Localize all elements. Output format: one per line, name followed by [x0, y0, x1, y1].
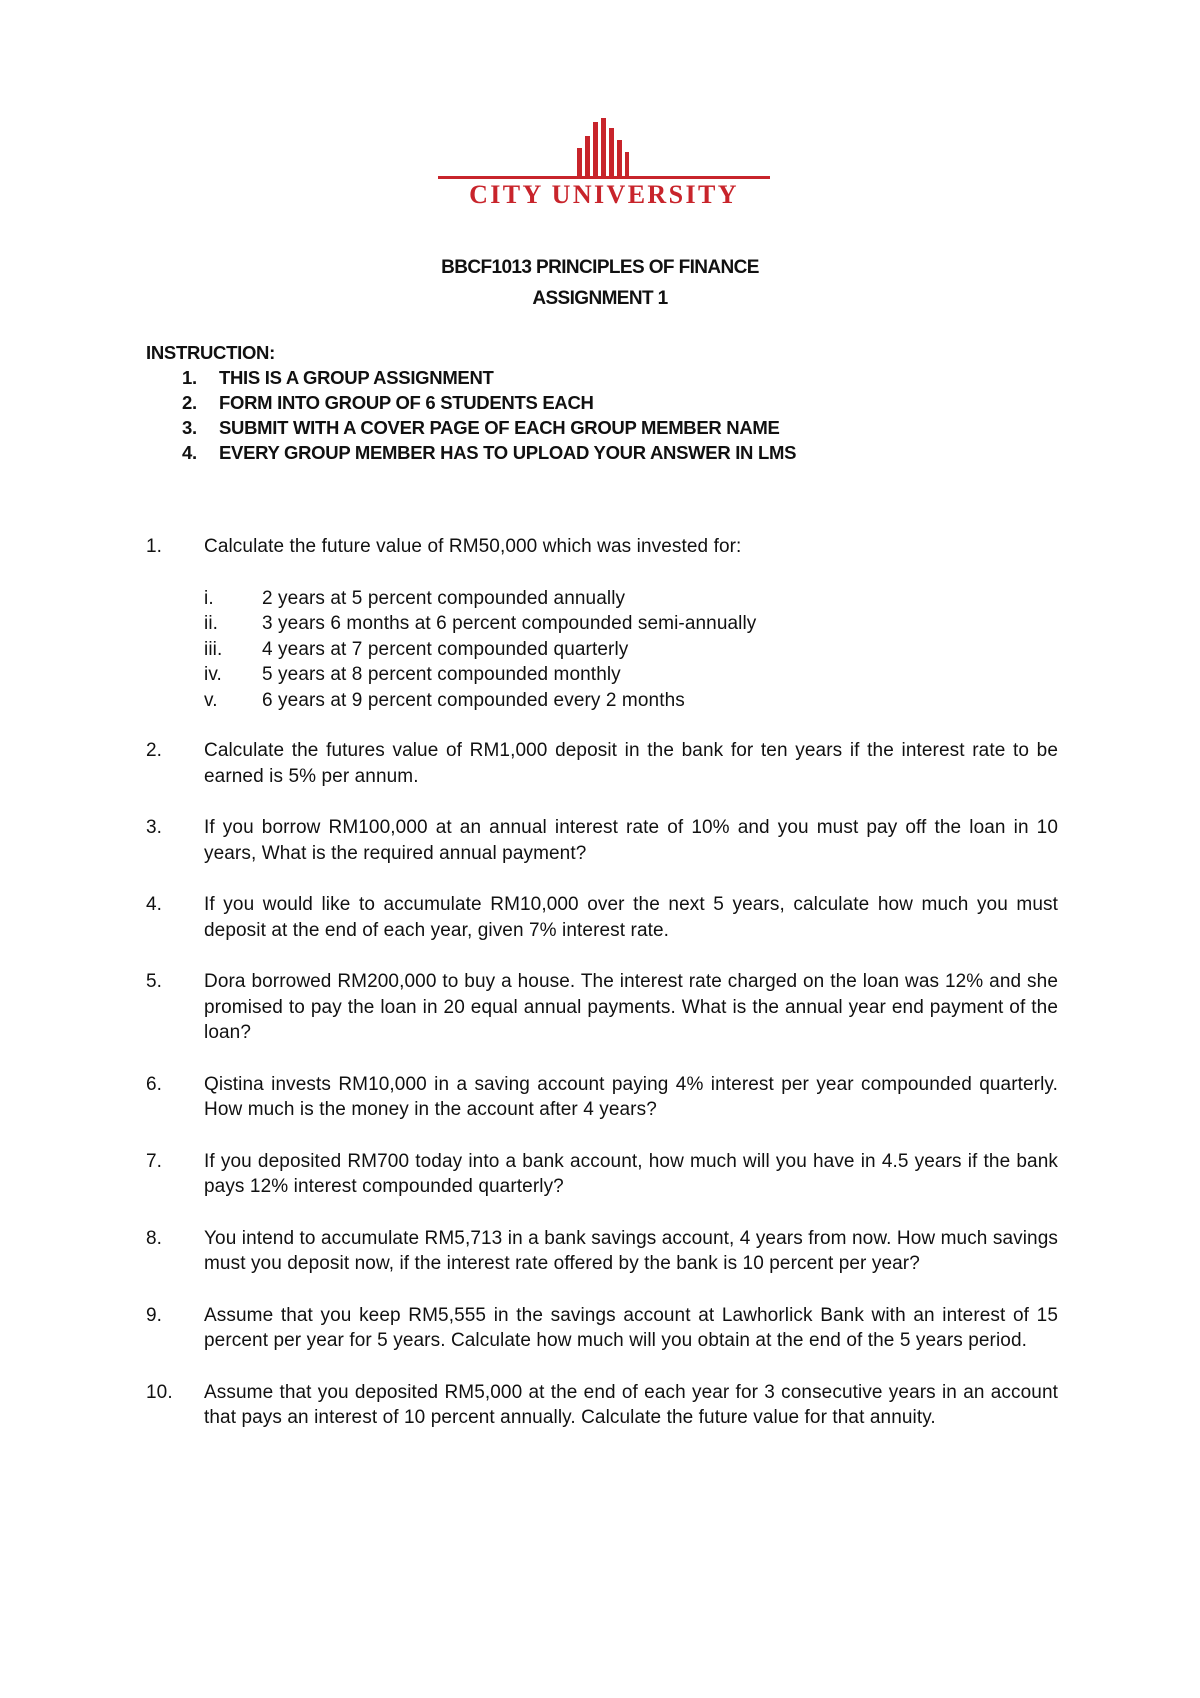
question-item — [146, 1149, 1058, 1200]
question-text: Calculate the futures value of RM1,000 deposit in the bank for ten years if the interest rate to be earned is 5% per annum. — [204, 740, 1058, 787]
instruction-heading: INSTRUCTION: — [146, 342, 275, 363]
question-item — [146, 969, 1058, 1046]
question-text: Dora borrowed RM200,000 to buy a house. The interest rate charged on the loan was 12% and she promised to pay the loan in 20 equal annual payments. What is the annual year end payment of the loan? — [204, 971, 1058, 1043]
question-text: Assume that you deposited RM5,000 at the end of each year for 3 consecutive years in an account that pays an interest of 10 percent annually. Calculate the future value for that annuity. — [204, 1381, 1058, 1428]
question-text: You intend to accumulate RM5,713 in a bank savings account, 4 years from now. How much savings must you deposit now, if the interest rate offered by the bank is 10 percent per year? — [204, 1227, 1058, 1274]
question-item — [146, 534, 1058, 560]
question-number: 9. — [146, 1304, 163, 1326]
instruction-item: 4. EVERY GROUP MEMBER HAS TO UPLOAD YOUR ANSWER IN LMS — [182, 442, 797, 463]
question-number: 3. — [146, 817, 163, 838]
question-item — [146, 815, 1058, 866]
document-header — [0, 252, 1200, 314]
question-text: Assume that you keep RM5,555 in the savings account at Lawhorlick Bank with an interest of 15 percent per year for 5 years. Calculate how much will you obtain at the end of the 5 years period. — [204, 1304, 1058, 1351]
question-number: 8. — [146, 1227, 163, 1249]
instruction-item: 1. THIS IS A GROUP ASSIGNMENT — [182, 367, 494, 388]
instruction-item: 3. SUBMIT WITH A COVER PAGE OF EACH GROUP MEMBER NAME — [182, 417, 780, 438]
course-title: BBCF1013 PRINCIPLES OF FINANCE — [441, 257, 759, 278]
instruction-block — [146, 340, 796, 465]
question-number: 6. — [146, 1073, 163, 1095]
question-number: 2. — [146, 740, 163, 761]
subitem: iii. 4 years at 7 percent compounded quarterly — [204, 638, 629, 660]
building-icon — [436, 118, 772, 180]
subitem: iv. 5 years at 8 percent compounded monthly — [204, 664, 621, 685]
question-text: If you deposited RM700 today into a bank account, how much will you have in 4.5 years if the bank pays 12% interest compounded quarterly? — [204, 1150, 1058, 1197]
subitem: i. 2 years at 5 percent compounded annually — [204, 587, 626, 609]
question-item — [146, 892, 1058, 943]
instruction-item: 2. FORM INTO GROUP OF 6 STUDENTS EACH — [182, 392, 594, 413]
q1-subitem-list — [204, 586, 1058, 714]
question-text: Qistina invests RM10,000 in a saving account paying 4% interest per year compounded quarterly. How much is the money in the account after 4 years? — [204, 1073, 1058, 1120]
question-text: If you borrow RM100,000 at an annual interest rate of 10% and you must pay off the loan in 10 years, What is the required annual payment? — [204, 817, 1058, 864]
assignment-title: ASSIGNMENT 1 — [532, 288, 668, 309]
question-item — [146, 1072, 1058, 1123]
question-item — [146, 738, 1058, 789]
instruction-list — [146, 365, 796, 465]
question-list — [146, 534, 1058, 1431]
subitem: ii. 3 years 6 months at 6 percent compounded semi-annually — [204, 613, 757, 634]
subitem: v. 6 years at 9 percent compounded every 2 months — [204, 689, 685, 711]
question-item — [146, 1226, 1058, 1277]
question-number: 5. — [146, 971, 163, 992]
city-university-logo — [436, 118, 772, 210]
question-number: 10. — [146, 1381, 173, 1403]
question-number: 4. — [146, 894, 163, 915]
question-item — [146, 1303, 1058, 1354]
question-number: 7. — [146, 1150, 163, 1172]
question-number: 1. — [146, 536, 163, 557]
question-item — [146, 1380, 1058, 1431]
question-text: If you would like to accumulate RM10,000 over the next 5 years, calculate how much you must deposit at the end of each year, given 7% interest rate. — [204, 894, 1058, 941]
logo-wordmark: CITY UNIVERSITY — [469, 180, 739, 209]
question-text: Calculate the future value of RM50,000 which was invested for: — [204, 536, 742, 557]
